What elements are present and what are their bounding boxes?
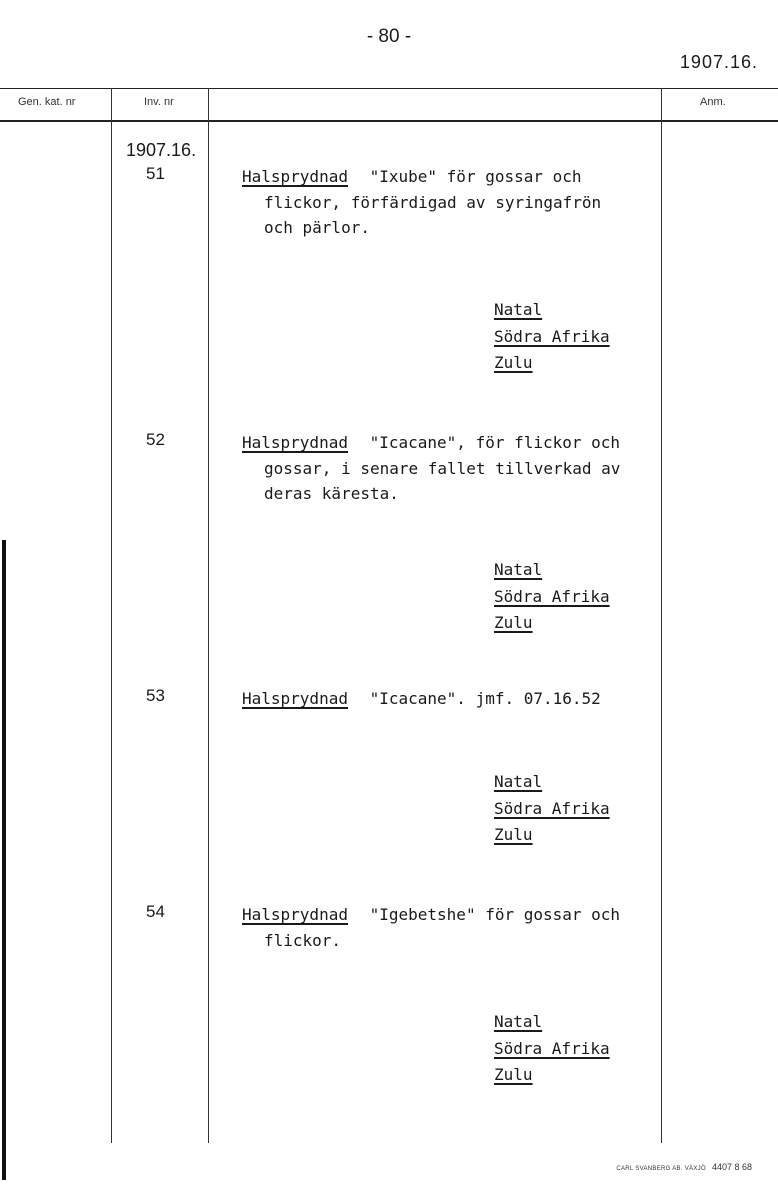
entry-line1: "Icacane". jmf. 07.16.52 [369, 689, 601, 708]
entry-origin [494, 297, 610, 377]
origin-people: Zulu [494, 825, 533, 844]
origin-country: Södra Afrika [494, 586, 610, 606]
entry-inv-number: 54 [146, 902, 165, 921]
entry-description [242, 164, 601, 241]
page-number: - 80 - [366, 26, 412, 47]
column-header-inv: Inv. nr [144, 96, 174, 108]
entry-origin [494, 557, 610, 637]
column-divider-gen-kat [111, 88, 112, 1143]
origin-region: Natal [494, 1012, 543, 1031]
entry-line: deras käresta. [264, 484, 399, 503]
form-code: 4407 8 68 [711, 1162, 752, 1172]
entry-description [242, 902, 620, 953]
column-divider-anm [661, 88, 662, 1143]
origin-country: Södra Afrika [494, 326, 610, 346]
origin-country: Södra Afrika [494, 1038, 610, 1058]
origin-region: Natal [494, 560, 543, 579]
entry-term: Halsprydnad [242, 689, 348, 708]
ledger-catalog-id: 1907.16. [126, 140, 197, 160]
column-header-gen-kat: Gen. kat. nr [18, 96, 76, 108]
entry-line: flickor, förfärdigad av syringafrön [264, 192, 602, 212]
entry-inv-number: 53 [146, 686, 165, 705]
entry-line1: "Icacane", för flickor och [369, 433, 621, 452]
entry-term: Halsprydnad [242, 905, 348, 924]
origin-region: Natal [494, 772, 543, 791]
entry-origin [494, 1009, 610, 1089]
entry-description [242, 686, 601, 712]
entry-line: och pärlor. [264, 218, 370, 237]
entry-origin [494, 769, 610, 849]
entry-line1: "Igebetshe" för gossar och [369, 905, 621, 924]
column-divider-inv [208, 88, 209, 1143]
origin-people: Zulu [494, 1065, 533, 1084]
printer-name: CARL SVANBERG AB. VÄXJÖ [616, 1166, 706, 1172]
entry-line: gossar, i senare fallet tillverkad av [264, 458, 621, 478]
binding-edge-bar [2, 540, 6, 1180]
origin-region: Natal [494, 300, 543, 319]
entry-inv-number: 52 [146, 430, 165, 449]
entry-line1: "Ixube" för gossar och [369, 167, 582, 186]
origin-people: Zulu [494, 353, 533, 372]
entry-description [242, 430, 620, 507]
corner-catalog-id: 1907.16. [679, 52, 758, 72]
column-header-anm: Anm. [700, 96, 726, 108]
entry-inv-number: 51 [146, 164, 165, 183]
entry-term: Halsprydnad [242, 167, 348, 186]
origin-country: Södra Afrika [494, 798, 610, 818]
entry-term: Halsprydnad [242, 433, 348, 452]
printer-imprint [616, 1162, 752, 1172]
origin-people: Zulu [494, 613, 533, 632]
entry-line: flickor. [264, 930, 342, 950]
